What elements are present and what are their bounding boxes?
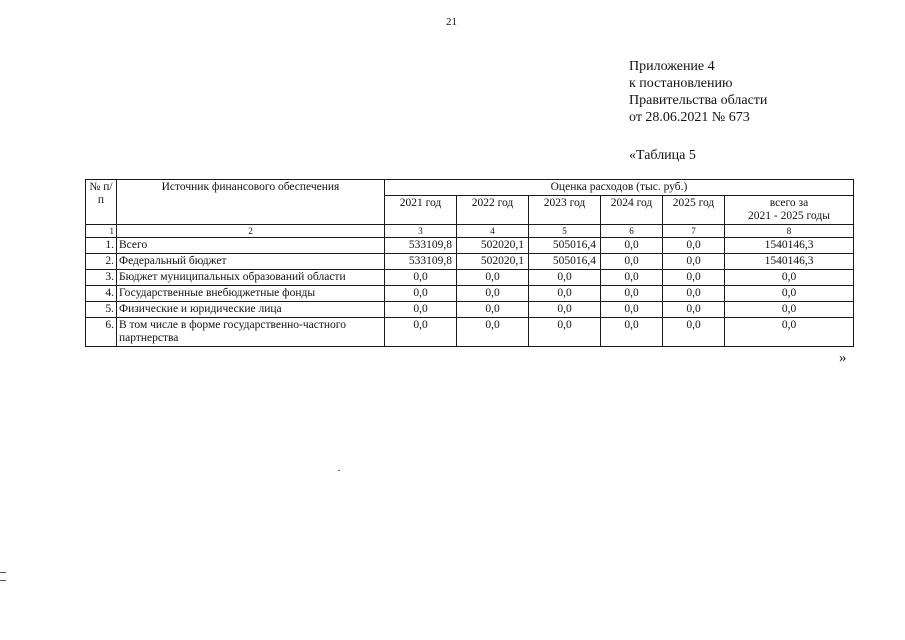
table-caption: «Таблица 5 (629, 148, 696, 163)
row-value: 0,0 (529, 318, 601, 347)
row-source: Государственные внебюджетные фонды (117, 286, 385, 302)
header-year: 2023 год (529, 196, 601, 225)
header-year: 2022 год (457, 196, 529, 225)
row-value: 502020,1 (457, 238, 529, 254)
column-index: 3 (385, 225, 457, 238)
row-total: 0,0 (725, 318, 854, 347)
header-total-line-1: всего за (769, 197, 809, 209)
table-row (86, 286, 854, 302)
row-value: 0,0 (663, 270, 725, 286)
page-number: 21 (446, 16, 457, 28)
row-value: 0,0 (601, 286, 663, 302)
row-num: 4. (86, 286, 117, 302)
header-year: 2021 год (385, 196, 457, 225)
column-index: 4 (457, 225, 529, 238)
row-total: 0,0 (725, 270, 854, 286)
header-total-line-2: 2021 - 2025 годы (748, 210, 830, 222)
row-value: 0,0 (457, 318, 529, 347)
row-value: 0,0 (529, 302, 601, 318)
row-total: 0,0 (725, 286, 854, 302)
header-total (725, 196, 854, 225)
row-source: Бюджет муниципальных образований области (117, 270, 385, 286)
row-source: Федеральный бюджет (117, 254, 385, 270)
row-value: 0,0 (663, 318, 725, 347)
column-index-row (86, 225, 854, 238)
row-value: 0,0 (457, 302, 529, 318)
row-value: 0,0 (529, 270, 601, 286)
row-num: 6. (86, 318, 117, 347)
row-value: 505016,4 (529, 238, 601, 254)
row-value: 0,0 (385, 318, 457, 347)
row-value: 0,0 (663, 238, 725, 254)
row-source: Физические и юридические лица (117, 302, 385, 318)
row-value: 0,0 (663, 254, 725, 270)
appendix-line-2: к постановлению (629, 76, 733, 91)
row-num: 2. (86, 254, 117, 270)
row-source: Всего (117, 238, 385, 254)
column-index: 1 (86, 225, 117, 238)
row-value: 0,0 (457, 270, 529, 286)
row-value: 0,0 (529, 286, 601, 302)
column-index: 6 (601, 225, 663, 238)
column-index: 7 (663, 225, 725, 238)
row-total: 1540146,3 (725, 238, 854, 254)
appendix-block (629, 58, 767, 126)
appendix-line-3: Правительства области (629, 93, 768, 108)
column-index: 2 (117, 225, 385, 238)
finance-table (85, 179, 854, 347)
table-row (86, 238, 854, 254)
row-value: 0,0 (601, 238, 663, 254)
row-value: 0,0 (385, 286, 457, 302)
column-index: 8 (725, 225, 854, 238)
table-header-row (86, 180, 854, 196)
table-row (86, 318, 854, 347)
column-index: 5 (529, 225, 601, 238)
header-source: Источник финансового обеспечения (117, 180, 385, 225)
row-source: В том числе в форме государственно-частного партнерства (117, 318, 385, 347)
table-row (86, 270, 854, 286)
row-value: 505016,4 (529, 254, 601, 270)
appendix-line-1: Приложение 4 (629, 59, 715, 74)
row-value: 0,0 (663, 286, 725, 302)
scan-speck (338, 470, 340, 471)
row-total: 0,0 (725, 302, 854, 318)
row-value: 0,0 (663, 302, 725, 318)
row-value: 0,0 (385, 302, 457, 318)
table-row (86, 302, 854, 318)
row-num: 3. (86, 270, 117, 286)
header-year: 2025 год (663, 196, 725, 225)
row-value: 0,0 (601, 254, 663, 270)
header-num: № п/п (86, 180, 117, 225)
row-value: 533109,8 (385, 254, 457, 270)
row-num: 1. (86, 238, 117, 254)
header-year: 2024 год (601, 196, 663, 225)
header-expense-group: Оценка расходов (тыс. руб.) (385, 180, 854, 196)
row-num: 5. (86, 302, 117, 318)
row-value: 0,0 (601, 302, 663, 318)
closing-quote: » (839, 350, 847, 366)
row-value: 0,0 (601, 318, 663, 347)
row-value: 0,0 (385, 270, 457, 286)
row-value: 0,0 (601, 270, 663, 286)
margin-mark (0, 572, 6, 581)
row-total: 1540146,3 (725, 254, 854, 270)
appendix-line-4: от 28.06.2021 № 673 (629, 110, 750, 125)
row-value: 502020,1 (457, 254, 529, 270)
table-row (86, 254, 854, 270)
row-value: 533109,8 (385, 238, 457, 254)
row-value: 0,0 (457, 286, 529, 302)
